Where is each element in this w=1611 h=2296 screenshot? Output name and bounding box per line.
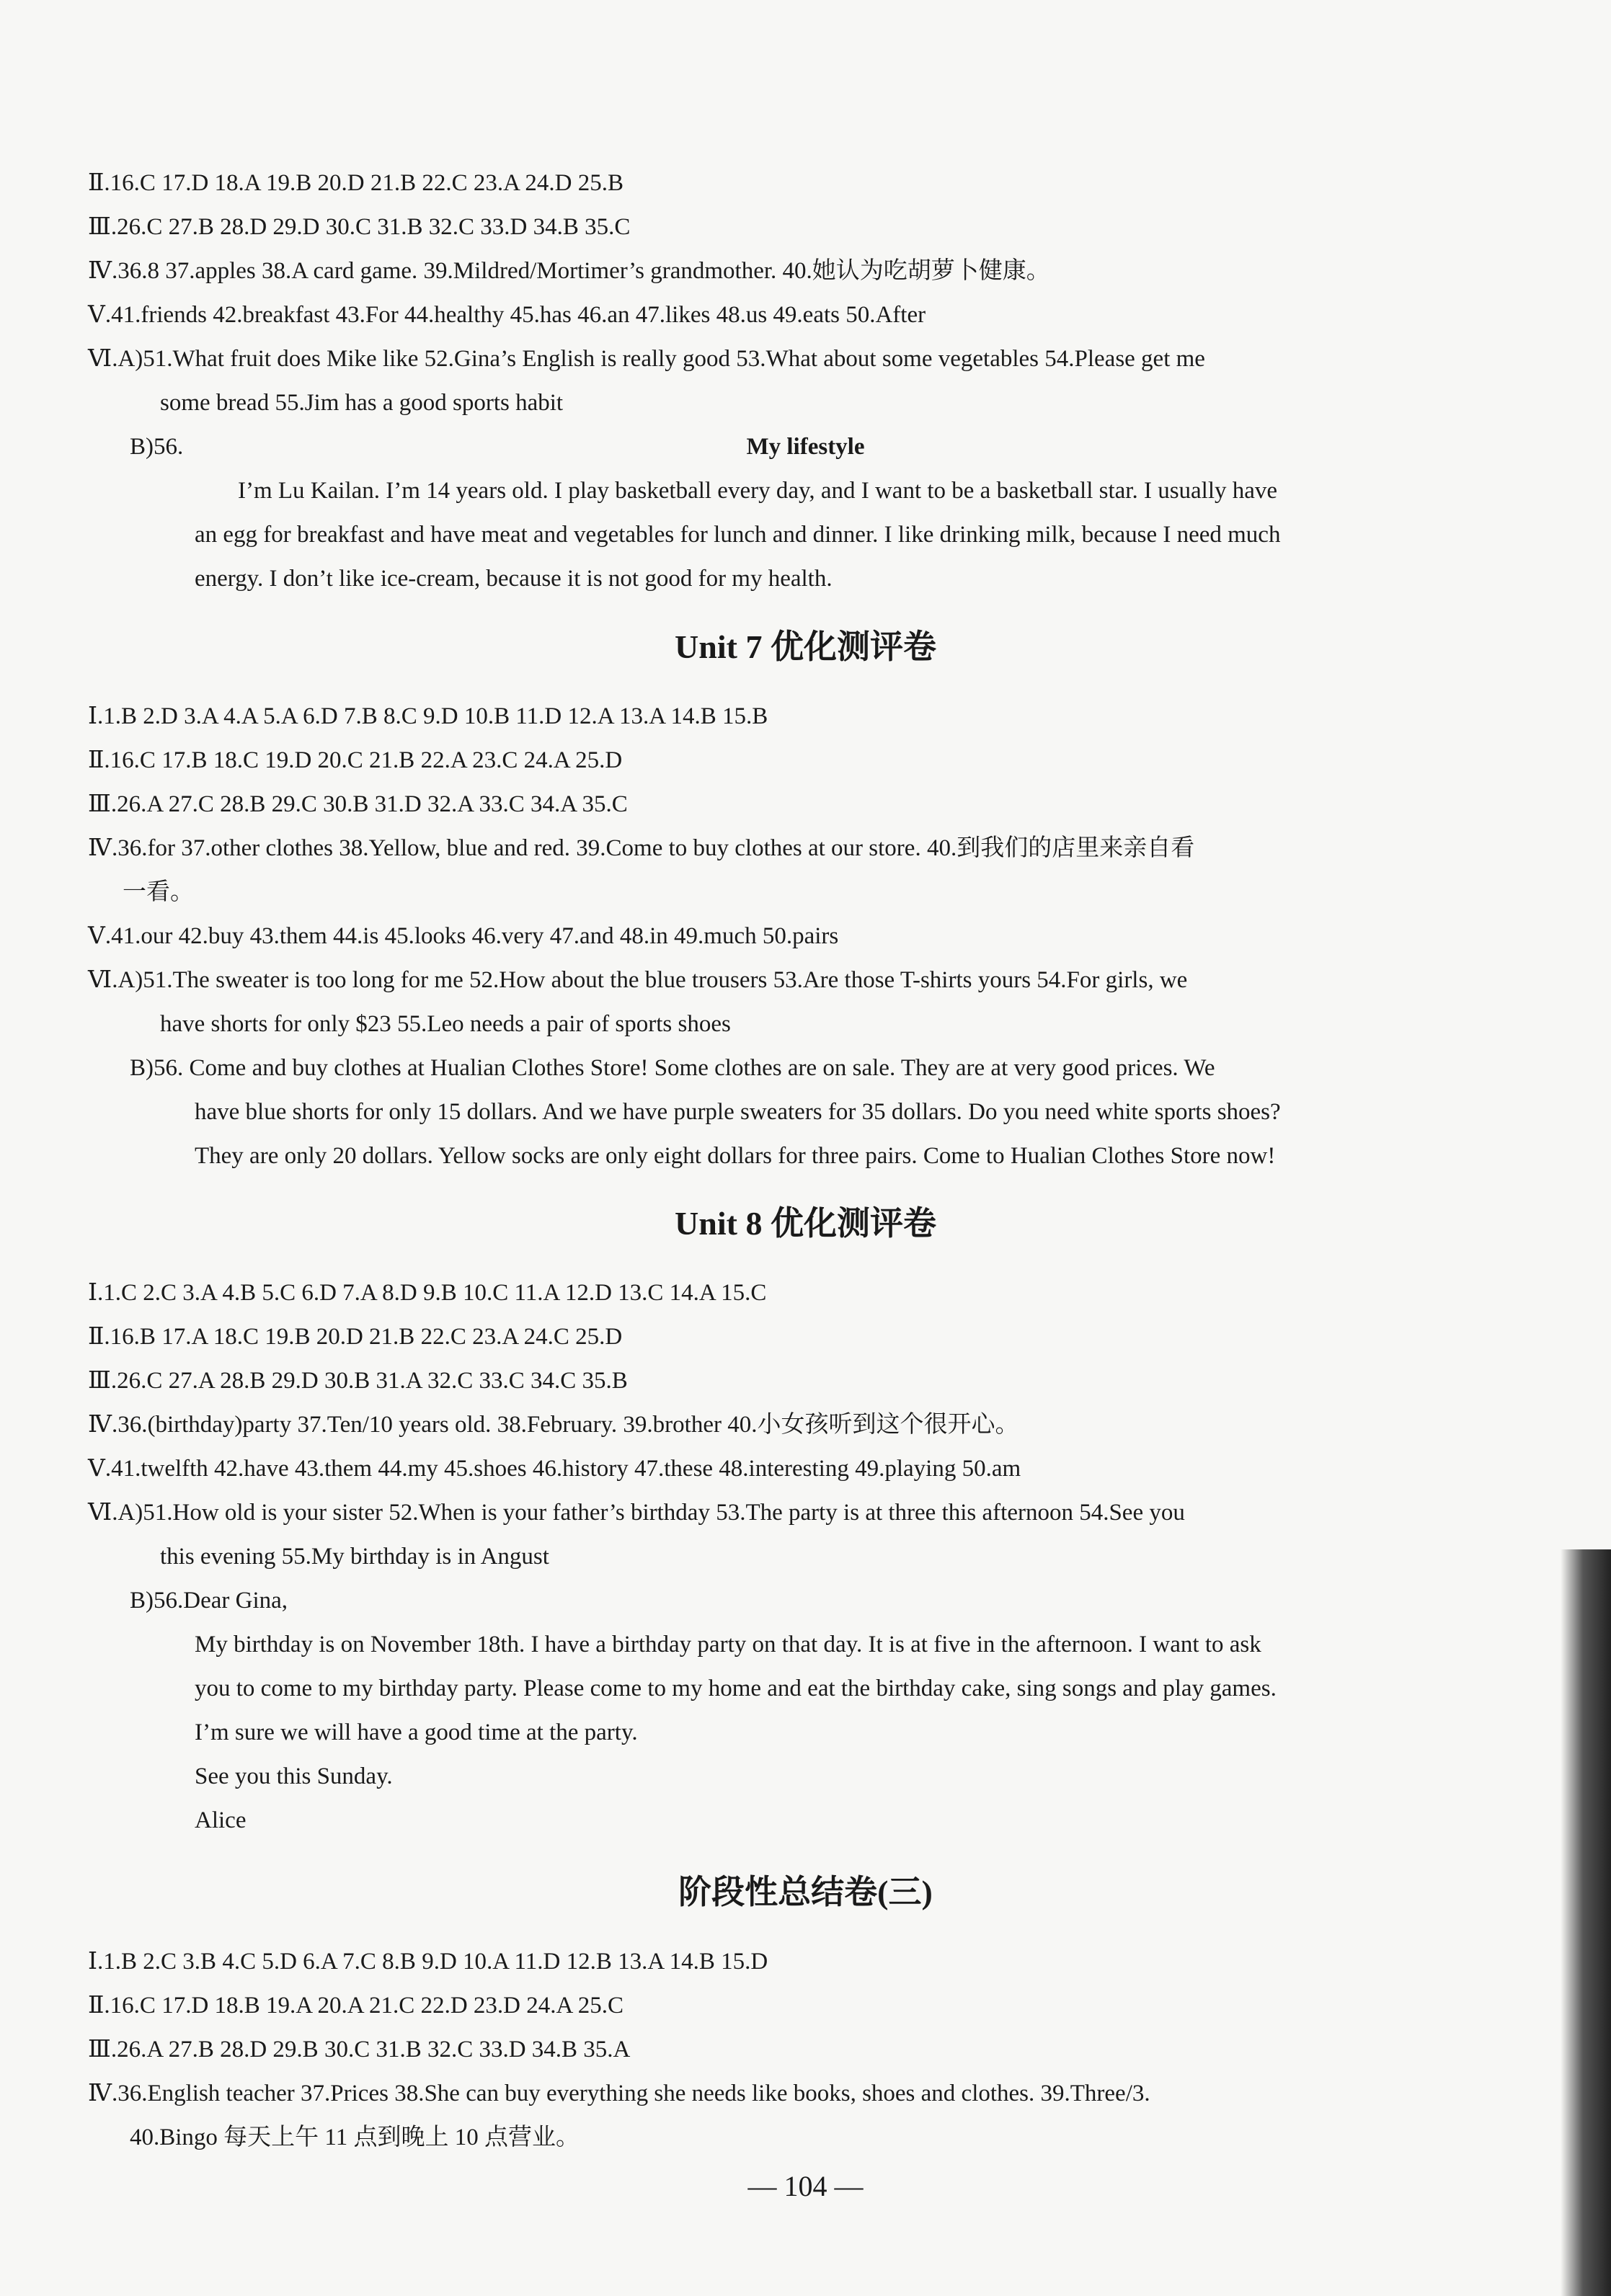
u7-essay-line3: They are only 20 dollars. Yellow socks are only eight dollars for three pairs. Come to Hualian Clothes Store now! [195, 1143, 1276, 1169]
u7-essay-line2: have blue shorts for only 15 dollars. And we have purple sweaters for 35 dollars. Do you need white sports shoes? [195, 1099, 1281, 1125]
u8-letter-line4: See you this Sunday. [195, 1763, 393, 1789]
u6-essay-line1: I’m Lu Kailan. I’m 14 years old. I play basketball every day, and I want to be a basketball star. I usually have [238, 478, 1278, 504]
u6-section-5: Ⅴ.41.friends 42.breakfast 43.For 44.healthy 45.has 46.an 47.likes 48.us 49.eats 50.After [88, 302, 926, 328]
s3-section-4-line1: Ⅳ.36.English teacher 37.Prices 38.She can buy everything she needs like books, shoes and clothes. 39.Three/3. [88, 2081, 1150, 2106]
u6-essay-line2: an egg for breakfast and have meat and vegetables for lunch and dinner. I like drinking milk, because I need much [195, 522, 1281, 548]
u8-section-1: Ⅰ.1.C 2.C 3.A 4.B 5.C 6.D 7.A 8.D 9.B 10.C 11.A 12.D 13.C 14.A 15.C [88, 1280, 767, 1306]
page-number: — 104 — [747, 2170, 864, 2202]
u6-essay-line3: energy. I don’t like ice-cream, because it is not good for my health. [195, 566, 833, 592]
u7-section-4-line2: 一看。 [123, 879, 194, 905]
u8-section-3: Ⅲ.26.C 27.A 28.B 29.D 30.B 31.A 32.C 33.C 34.C 35.B [88, 1368, 628, 1394]
scan-edge-shadow [1561, 1549, 1611, 2296]
s3-section-2: Ⅱ.16.C 17.D 18.B 19.A 20.A 21.C 22.D 23.D 24.A 25.C [88, 1993, 623, 2019]
u8-section-2: Ⅱ.16.B 17.A 18.C 19.B 20.D 21.B 22.C 23.A 24.C 25.D [88, 1324, 623, 1350]
u6-section-2: Ⅱ.16.C 17.D 18.A 19.B 20.D 21.B 22.C 23.A 24.D 25.B [88, 170, 623, 196]
u8-letter-line2: you to come to my birthday party. Please come to my home and eat the birthday cake, sing songs and play games. [195, 1676, 1277, 1701]
u8-letter-greeting: B)56.Dear Gina, [130, 1588, 288, 1614]
u6-essay-title: My lifestyle [746, 434, 865, 460]
u8-section-6a-line2: this evening 55.My birthday is in Angust [160, 1544, 549, 1570]
u6-section-4: Ⅳ.36.8 37.apples 38.A card game. 39.Mildred/Mortimer’s grandmother. 40.她认为吃胡萝卜健康。 [88, 258, 1050, 284]
u6-section-6a-line2: some bread 55.Jim has a good sports habit [160, 390, 564, 416]
u6-section-6b-label: B)56. [130, 434, 184, 460]
u6-section-6a-line1: Ⅵ.A)51.What fruit does Mike like 52.Gina’s English is really good 53.What about some vegetables 54.Please get me [88, 346, 1205, 372]
u7-essay-line1: B)56. Come and buy clothes at Hualian Clothes Store! Some clothes are on sale. They are at very good prices. We [130, 1055, 1215, 1081]
s3-section-4-line2: 40.Bingo 每天上午 11 点到晚上 10 点营业。 [130, 2124, 580, 2150]
unit8-title: Unit 8 优化测评卷 [675, 1205, 936, 1242]
unit7-title: Unit 7 优化测评卷 [675, 628, 936, 665]
u8-letter-line1: My birthday is on November 18th. I have a birthday party on that day. It is at five in the afternoon. I want to ask [195, 1632, 1261, 1658]
u8-section-5: Ⅴ.41.twelfth 42.have 43.them 44.my 45.shoes 46.history 47.these 48.interesting 49.playing 50.am [88, 1456, 1021, 1482]
u7-section-3: Ⅲ.26.A 27.C 28.B 29.C 30.B 31.D 32.A 33.C 34.A 35.C [88, 791, 628, 817]
u6-section-3: Ⅲ.26.C 27.B 28.D 29.D 30.C 31.B 32.C 33.D 34.B 35.C [88, 214, 631, 240]
u8-letter-signature: Alice [195, 1807, 247, 1833]
u7-section-6a-line1: Ⅵ.A)51.The sweater is too long for me 52.How about the blue trousers 53.Are those T-shirts yours 54.For girls, we [88, 967, 1188, 993]
s3-section-1: Ⅰ.1.B 2.C 3.B 4.C 5.D 6.A 7.C 8.B 9.D 10.A 11.D 12.B 13.A 14.B 15.D [88, 1949, 768, 1975]
u7-section-1: Ⅰ.1.B 2.D 3.A 4.A 5.A 6.D 7.B 8.C 9.D 10.B 11.D 12.A 13.A 14.B 15.B [88, 703, 768, 729]
s3-section-3: Ⅲ.26.A 27.B 28.D 29.B 30.C 31.B 32.C 33.D 34.B 35.A [88, 2037, 631, 2063]
u8-section-6a-line1: Ⅵ.A)51.How old is your sister 52.When is your father’s birthday 53.The party is at three this afternoon 54.See you [88, 1500, 1185, 1526]
u7-section-4-line1: Ⅳ.36.for 37.other clothes 38.Yellow, blue and red. 39.Come to buy clothes at our store. 40.到我们的店里来亲自看 [88, 835, 1195, 861]
u7-section-2: Ⅱ.16.C 17.B 18.C 19.D 20.C 21.B 22.A 23.C 24.A 25.D [88, 747, 623, 773]
u7-section-6a-line2: have shorts for only $23 55.Leo needs a pair of sports shoes [160, 1011, 731, 1037]
u8-letter-line3: I’m sure we will have a good time at the party. [195, 1719, 638, 1745]
u7-section-5: Ⅴ.41.our 42.buy 43.them 44.is 45.looks 46.very 47.and 48.in 49.much 50.pairs [88, 923, 839, 949]
u8-section-4: Ⅳ.36.(birthday)party 37.Ten/10 years old. 38.February. 39.brother 40.小女孩听到这个很开心。 [88, 1412, 1019, 1438]
stage3-title: 阶段性总结卷(三) [678, 1874, 933, 1910]
